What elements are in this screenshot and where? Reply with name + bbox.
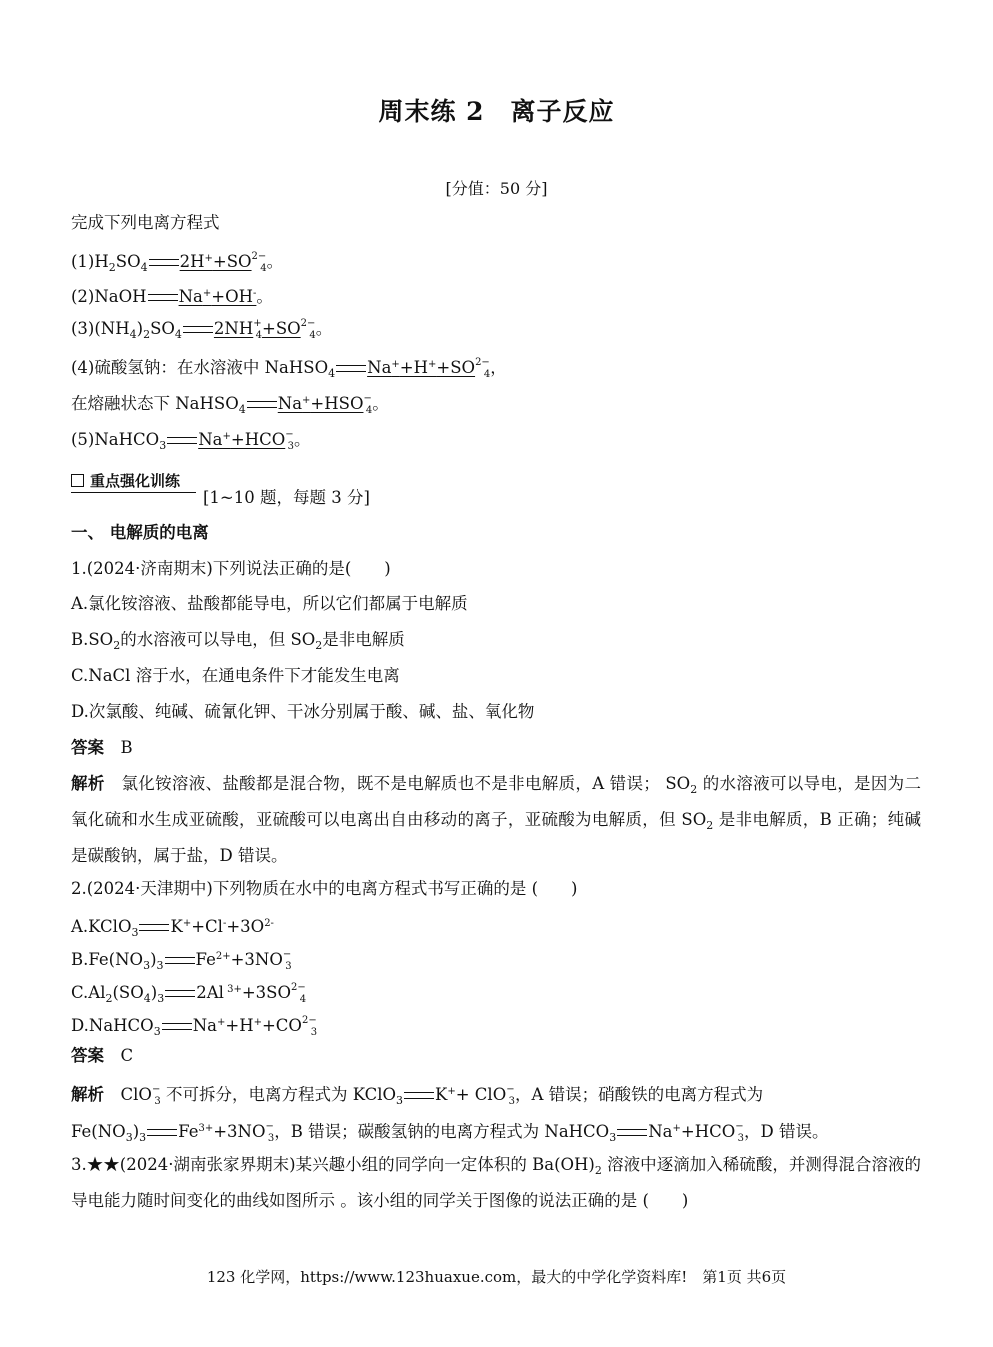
page-footer: 123 化学网，https://www.123huaxue.com，最大的中学化学资料库! 第1页 共6页 [206,1268,787,1286]
q1-analysis: 解析 氯化铵溶液、盐酸都是混合物，既不是电解质也不是非电解质，A 错误； $SO_2$ 的水溶液可以导电，是因为二氧化硫和水生成亚硫酸，亚硫酸可以电离出自由移动的离子，亚硫酸为电解质，但 $SO_2$ 是非电解质，B 正确；纯碱是碳酸钠，属于盐，D 错误。 [71,774,921,865]
q1-option-c: C.NaCl 溶于水，在通电条件下才能发生电离 [71,666,400,685]
q2-option-d: D.NaHCO$_3$ $Na^++H^++CO^{2-}_3$ [71,1015,318,1038]
q1-stem: 1.(2024·济南期末)下列说法正确的是( ) [71,559,391,578]
equation-1: $(1)H_2SO_4$ $2H^++SO^{2-}_4$。 [71,251,284,274]
page-title: 周末练 2 离子反应 [378,97,615,126]
q2-stem: 2.(2024·天津期中)下列物质在水中的电离方程式书写正确的是 ( ) [71,879,578,898]
q1-option-a: A.氯化铵溶液、盐酸都能导电，所以它们都属于电解质 [71,594,468,613]
q2-analysis-2: $Fe(NO_3)_3$ $Fe^{3+}+3NO^-_3$，B 错误；碳酸氢钠的电离方程式为 NaHCO$_3$ $Na^++HCO^-_3$，D 错误。 [71,1121,829,1144]
q2-option-c: $C.Al_2(SO_4)_3$ 2Al $^{3+}+3SO^{2-}_4$ [71,982,307,1005]
q1-option-d: D.次氯酸、纯碱、硫氰化钾、干冰分别属于酸、碱、盐、氧化物 [71,702,535,721]
equation-5: (5)NaHCO$_3$ $Na^++HCO^-_3$。 [71,429,311,452]
q2-option-a: A.KClO$_3$ $K^++Cl^-+3O^{2-}$ [71,917,274,939]
q2-analysis-1: 解析 ClO−$_3$ 不可拆分，电离方程式为 KClO$_3$ K++ ClO−$_3$，A 错误；硝酸铁的电离方程式为 [71,1084,764,1107]
q3-stem: 3.★★(2024·湖南张家界期末)某兴趣小组的同学向一定体积的 $Ba(OH)_2$ 溶液中逐滴加入稀硫酸，并测得混合溶液的导电能力随时间变化的曲线如图所示 。该小组的同学关于图像的说法正确的是 ( ) [71,1155,921,1210]
equation-4: (4)硫酸氢钠：在水溶液中 NaHSO$_4$ $Na^++H^++SO^{2-}_4$， [71,357,507,380]
intro-heading: 完成下列电离方程式 [71,213,220,232]
q1-answer: 答案 B [71,738,133,757]
q2-answer: 答案 C [71,1046,134,1065]
q2-option-b: $B.Fe(NO_3)_3$ $Fe^{2+}+3NO^-_3$ [71,949,292,972]
section-range: [1~10 题，每题 3 分] [203,488,370,507]
equation-2: (2)NaOH Na++OH-。 [71,287,273,306]
equation-4b: 在熔融状态下 NaHSO$_4$ $Na^++HSO^-_4$。 [71,393,389,416]
equation-3: $(3)(NH_4)_2SO_4$ $2NH^+_4+SO^{2-}_4$。 [71,318,333,341]
section-box-icon [71,474,84,487]
q1-option-b: $B.SO_2$的水溶液可以导电，但 $SO_2$是非电解质 [71,630,405,652]
part-heading: 一、 电解质的电离 [71,523,209,542]
score-label: [分值：50 分] [445,179,548,198]
section-tag: 重点强化训练 [71,470,180,491]
